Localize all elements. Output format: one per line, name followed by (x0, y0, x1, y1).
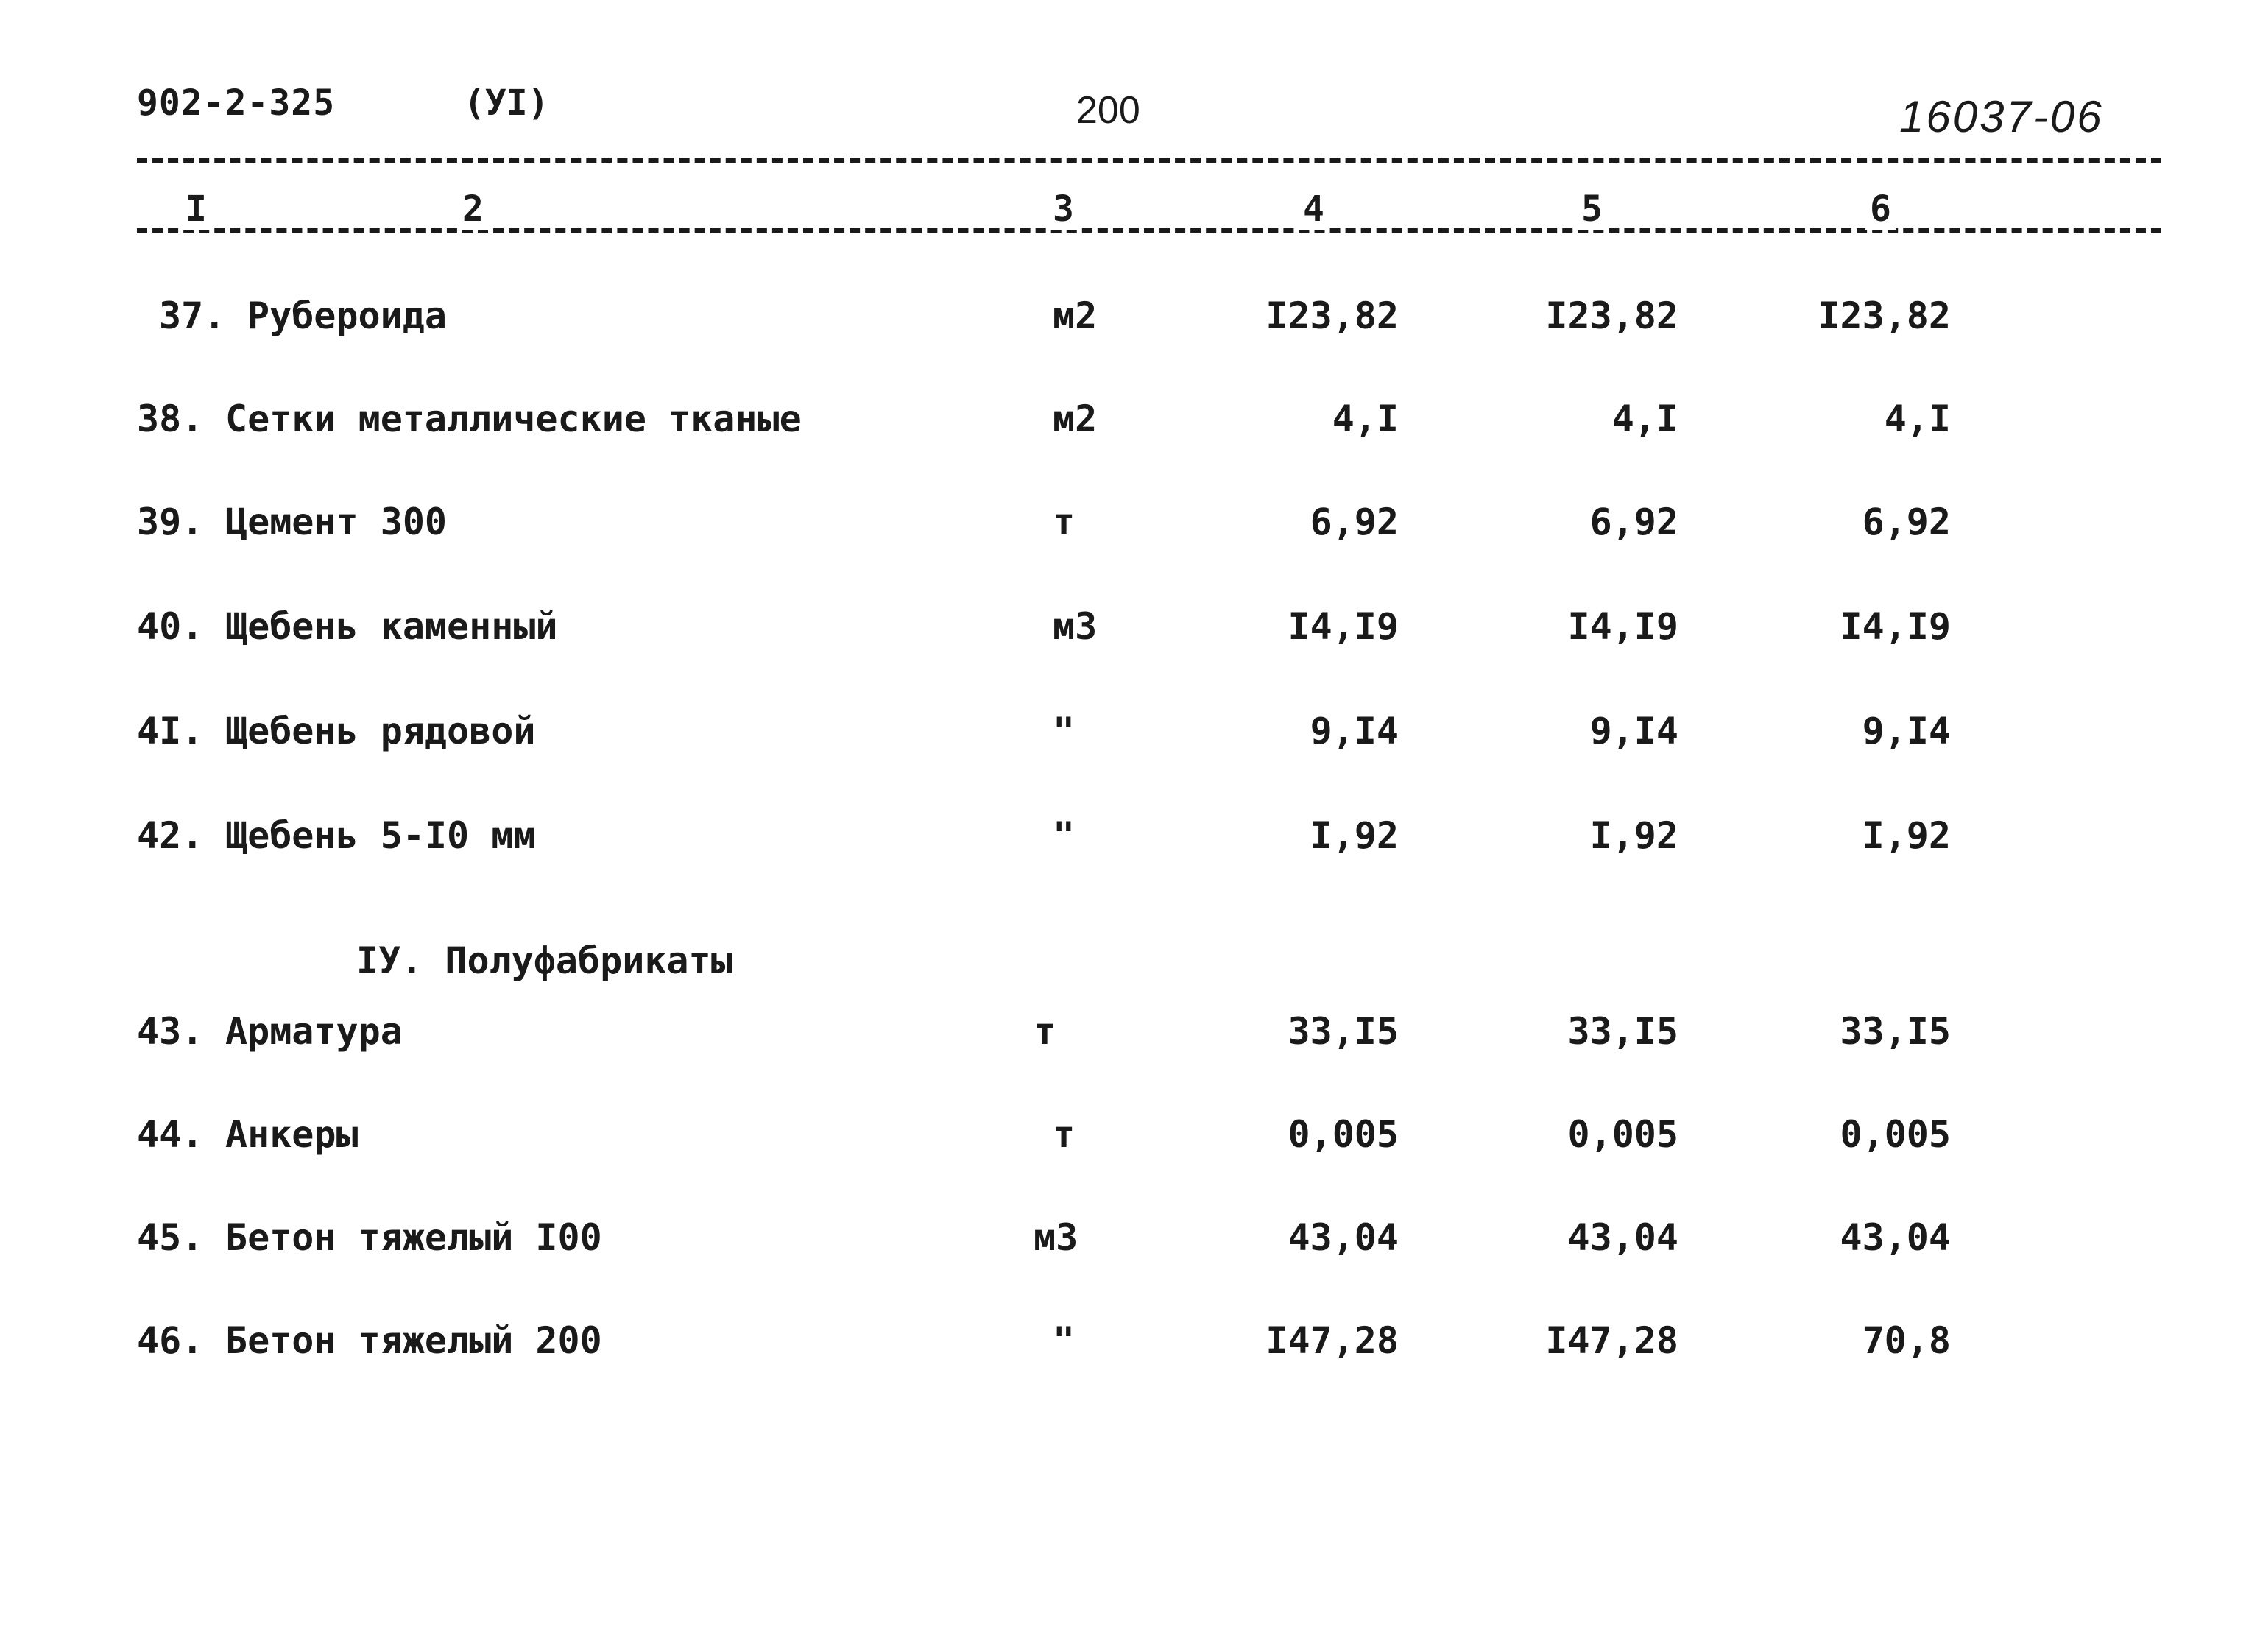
row-unit: м2 (1053, 294, 1098, 337)
table-row (0, 294, 2260, 346)
row-value-col6: 0,005 (1840, 1113, 1951, 1156)
row-number: 39. (137, 501, 204, 543)
row-value-col5: 4,I (1611, 398, 1678, 440)
table-row (0, 814, 2260, 866)
table-row (0, 710, 2260, 761)
row-value-col5: 43,04 (1567, 1216, 1678, 1259)
row-unit: т (1053, 501, 1076, 543)
table-row (0, 605, 2260, 657)
row-name: Арматура (225, 1010, 403, 1053)
volume-part: (УI) (464, 82, 549, 124)
row-value-col4: I4,I9 (1288, 605, 1399, 648)
row-value-col6: I23,82 (1818, 294, 1951, 337)
row-unit: м2 (1053, 398, 1098, 440)
column-number-4: 4 (1299, 188, 1329, 230)
row-value-col5: 33,I5 (1567, 1010, 1678, 1053)
row-unit: " (1053, 1319, 1076, 1362)
row-number: 43. (137, 1010, 204, 1053)
column-number-5: 5 (1577, 188, 1607, 230)
row-value-col4: I,92 (1310, 814, 1399, 857)
table-row (0, 501, 2260, 552)
row-number: 46. (137, 1319, 204, 1362)
row-number: 45. (137, 1216, 204, 1259)
row-name: Цемент 300 (225, 501, 448, 543)
row-number: 40. (137, 605, 204, 648)
row-name: Анкеры (225, 1113, 359, 1156)
row-value-col4: I23,82 (1265, 294, 1399, 337)
row-value-col4: 6,92 (1310, 501, 1399, 543)
row-unit: т (1053, 1113, 1076, 1156)
document-number: 16037-06 (1899, 92, 2104, 141)
row-unit: м3 (1034, 1216, 1078, 1259)
row-value-col6: 70,8 (1862, 1319, 1951, 1362)
row-unit: " (1053, 814, 1076, 857)
row-name: Щебень 5-I0 мм (225, 814, 536, 857)
row-value-col4: I47,28 (1265, 1319, 1399, 1362)
row-unit: т (1034, 1010, 1056, 1053)
row-value-col5: 0,005 (1567, 1113, 1678, 1156)
row-value-col6: I,92 (1862, 814, 1951, 857)
row-value-col4: 4,I (1332, 398, 1399, 440)
column-number-1: I (181, 188, 211, 230)
row-value-col6: 6,92 (1862, 501, 1951, 543)
row-value-col4: 9,I4 (1310, 710, 1399, 752)
row-name: Щебень каменный (225, 605, 558, 648)
row-number: 4I. (137, 710, 204, 752)
row-value-col5: I,92 (1589, 814, 1678, 857)
table-row (0, 1010, 2260, 1062)
row-value-col6: I4,I9 (1840, 605, 1951, 648)
row-value-col5: I4,I9 (1567, 605, 1678, 648)
row-value-col4: 33,I5 (1288, 1010, 1399, 1053)
row-value-col4: 0,005 (1288, 1113, 1399, 1156)
row-unit: " (1053, 710, 1076, 752)
row-value-col6: 43,04 (1840, 1216, 1951, 1259)
row-unit: м3 (1053, 605, 1098, 648)
row-number: 38. (137, 398, 204, 440)
column-number-6: 6 (1865, 188, 1896, 230)
row-value-col6: 33,I5 (1840, 1010, 1951, 1053)
header-divider (137, 158, 2161, 163)
row-name: Щебень рядовой (225, 710, 536, 752)
page-number: 200 (1076, 89, 1140, 132)
row-value-col5: I47,28 (1545, 1319, 1678, 1362)
row-value-col5: 6,92 (1589, 501, 1678, 543)
row-name: Сетки металлические тканые (225, 398, 802, 440)
row-value-col5: 9,I4 (1589, 710, 1678, 752)
table-row (0, 1216, 2260, 1268)
table-row (0, 1319, 2260, 1371)
project-code: 902-2-325 (137, 82, 336, 124)
table-row (0, 398, 2260, 449)
row-name: Бетон тяжелый 200 (225, 1319, 602, 1362)
row-value-col6: 9,I4 (1862, 710, 1951, 752)
row-number: 37. (159, 294, 226, 337)
row-number: 42. (137, 814, 204, 857)
section-heading: IУ. Полуфабрикаты (356, 939, 733, 982)
row-name: Рубероида (247, 294, 447, 337)
row-value-col6: 4,I (1884, 398, 1951, 440)
row-name: Бетон тяжелый I00 (225, 1216, 602, 1259)
row-number: 44. (137, 1113, 204, 1156)
column-number-3: 3 (1048, 188, 1078, 230)
row-value-col5: I23,82 (1545, 294, 1678, 337)
column-number-2: 2 (458, 188, 488, 230)
column-numbers-divider (137, 228, 2161, 233)
row-value-col4: 43,04 (1288, 1216, 1399, 1259)
table-row (0, 1113, 2260, 1165)
